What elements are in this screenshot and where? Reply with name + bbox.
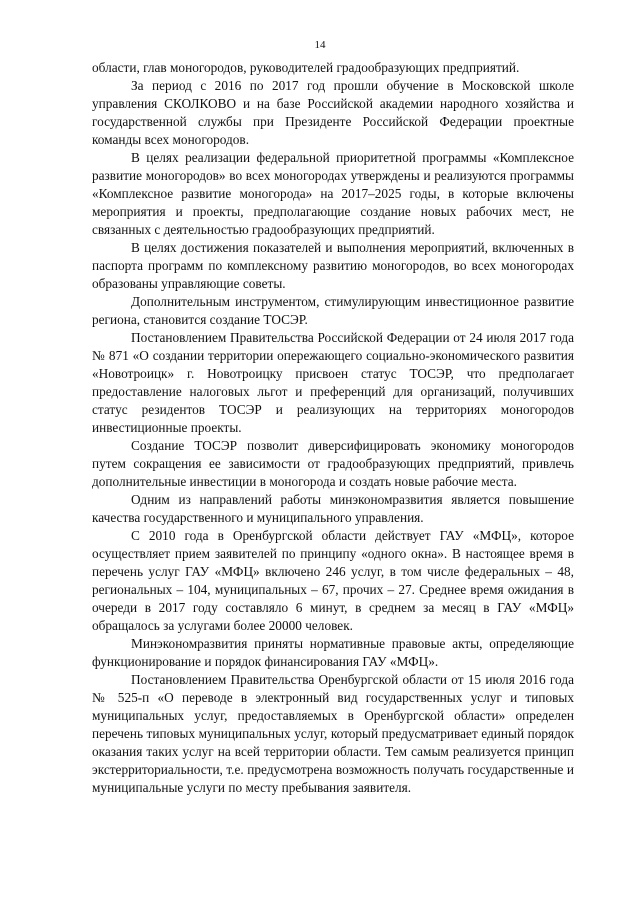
paragraph: За период с 2016 по 2017 год прошли обучение в Московской школе управления СКОЛКОВО и на базе Российской академии народного хозяйства и государственной службы при Президенте Российской Федерации проектные команды всех моногородов.	[92, 78, 574, 147]
paragraph: области, глав моногородов, руководителей градообразующих предприятий.	[92, 60, 520, 75]
paragraph: С 2010 года в Оренбургской области действует ГАУ «МФЦ», которое осуществляет прием заявителей по принципу «одного окна». В настоящее время в перечень услуг ГАУ «МФЦ» включено 246 услуг, в том числе федеральных – 48, региональных – 104, муниципальных – 67, прочих – 27. Среднее время ожидания в очереди в 2017 году составляло 6 минут, в среднем за месяц в ГАУ «МФЦ» обращалось за услугами более 20000 человек.	[92, 528, 574, 633]
paragraph: Минэкономразвития приняты нормативные правовые акты, определяющие функционирование и порядок финансирования ГАУ «МФЦ».	[92, 636, 574, 669]
paragraph: Дополнительным инструментом, стимулирующим инвестиционное развитие региона, становится создание ТОСЭР.	[92, 294, 574, 327]
page-number: 14	[314, 39, 326, 51]
paragraph: Постановлением Правительства Оренбургской области от 15 июля 2016 года № 525-п «О переводе в электронный вид государственных услуг и типовых муниципальных услуг, предоставляемых в Оренбургской области» определен перечень типовых муниципальных услуг, который предусматривает единый порядок оказания таких услуг на всей территории области. Тем самым реализуется принцип экстерриториальности, т.е. предусмотрена возможность получать государственные и муниципальные услуги по месту пребывания заявителя.	[92, 672, 574, 795]
document-body	[92, 59, 574, 797]
paragraph: Создание ТОСЭР позволит диверсифицировать экономику моногородов путем сокращения ее зависимости от градообразующих предприятий, привлечь дополнительные инвестиции в моногорода и создать новые рабочие места.	[92, 438, 574, 489]
paragraph: В целях реализации федеральной приоритетной программы «Комплексное развитие моногородов» во всех моногородах утверждены и реализуются программы «Комплексное развитие моногорода» на 2017–2025 годы, в которые включены мероприятия и проекты, предполагающие создание новых рабочих мест, не связанных с деятельностью градообразующих предприятий.	[92, 150, 574, 237]
paragraph: В целях достижения показателей и выполнения мероприятий, включенных в паспорта программ по комплексному развитию моногородов, во всех моногородах образованы управляющие советы.	[92, 240, 574, 291]
paragraph: Одним из направлений работы минэкономразвития является повышение качества государственного и муниципального управления.	[92, 492, 574, 525]
paragraph: Постановлением Правительства Российской Федерации от 24 июля 2017 года № 871 «О создании территории опережающего социально-экономического развития «Новотроицк» г. Новотроицку присвоен статус ТОСЭР, что предполагает предоставление налоговых льгот и преференций для организаций, получивших статус резидентов ТОСЭР и реализующих на территориях моногородов инвестиционные проекты.	[92, 330, 574, 435]
